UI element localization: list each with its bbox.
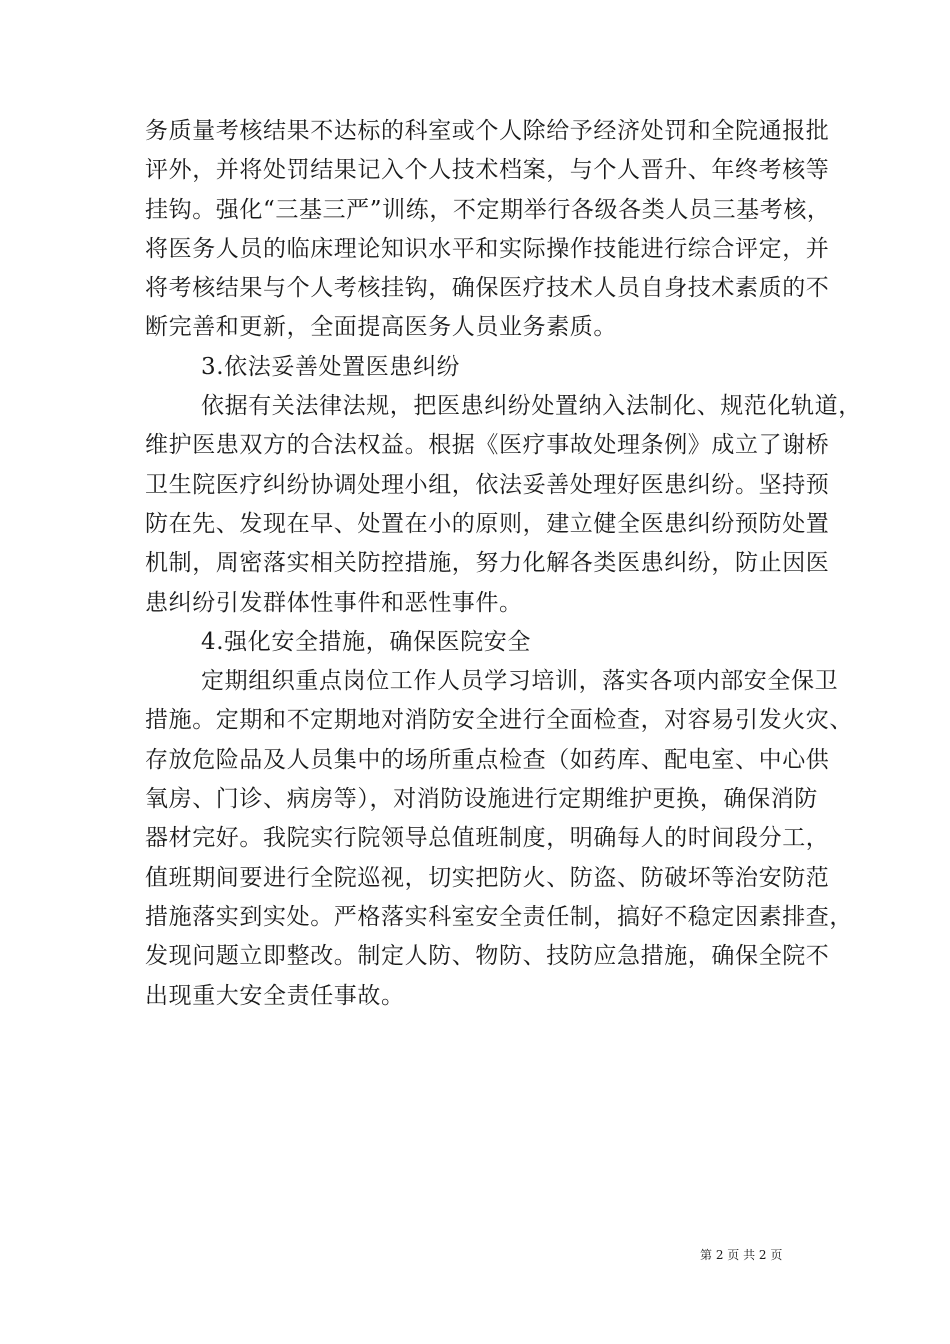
paragraph-line: 机制，周密落实相关防控措施，努力化解各类医患纠纷，防止因医 [145,550,830,577]
paragraph-line: 器材完好。我院实行院领导总值班制度，明确每人的时间段分工， [145,825,830,852]
paragraph-first-line: 4.强化安全措施，确保医院安全 [201,628,531,655]
paragraph-line: 挂钩。强化“三基三严”训练，不定期举行各级各类人员三基考核， [145,196,831,223]
paragraph-first-line: 定期组织重点岗位工作人员学习培训，落实各项内部安全保卫 [201,668,839,695]
paragraph-line: 评外，并将处罚结果记入个人技术档案，与个人晋升、年终考核等 [145,157,830,184]
paragraph-line: 措施落实到实处。严格落实科室安全责任制，搞好不稳定因素排查， [145,903,853,930]
paragraph-line: 氧房、门诊、病房等），对消防设施进行定期维护更换，确保消防 [145,786,818,813]
paragraph-line: 务质量考核结果不达标的科室或个人除给予经济处罚和全院通报批 [145,118,830,144]
paragraph-line: 卫生院医疗纠纷协调处理小组，依法妥善处理好医患纠纷。坚持预 [145,471,830,498]
paragraph-line: 值班期间要进行全院巡视，切实把防火、防盗、防破坏等治安防范 [145,864,830,891]
paragraph-line: 患纠纷引发群体性事件和恶性事件。 [145,589,523,616]
paragraph-line: 防在先、发现在早、处置在小的原则，建立健全医患纠纷预防处置 [145,510,830,537]
page-number-footer: 第 2 页 共 2 页 [700,1248,783,1262]
paragraph-line: 将医务人员的临床理论知识水平和实际操作技能进行综合评定，并 [145,235,830,262]
paragraph-line: 断完善和更新，全面提高医务人员业务素质。 [145,314,617,341]
paragraph-first-line: 3.依法妥善处置医患纠纷 [201,353,461,380]
paragraph-line: 存放危险品及人员集中的场所重点检查（如药库、配电室、中心供 [145,746,830,773]
paragraph-line: 发现问题立即整改。制定人防、物防、技防应急措施，确保全院不 [145,943,830,970]
paragraph-line: 维护医患双方的合法权益。根据《医疗事故处理条例》成立了谢桥 [145,432,830,459]
paragraph-line: 出现重大安全责任事故。 [145,982,405,1009]
paragraph-first-line: 依据有关法律法规，把医患纠纷处置纳入法制化、规范化轨道， [201,393,862,420]
paragraph-line: 将考核结果与个人考核挂钩，确保医疗技术人员自身技术素质的不 [145,275,830,302]
document-body [145,112,862,1016]
paragraph-line: 措施。定期和不定期地对消防安全进行全面检查，对容易引发火灾、 [145,707,853,734]
